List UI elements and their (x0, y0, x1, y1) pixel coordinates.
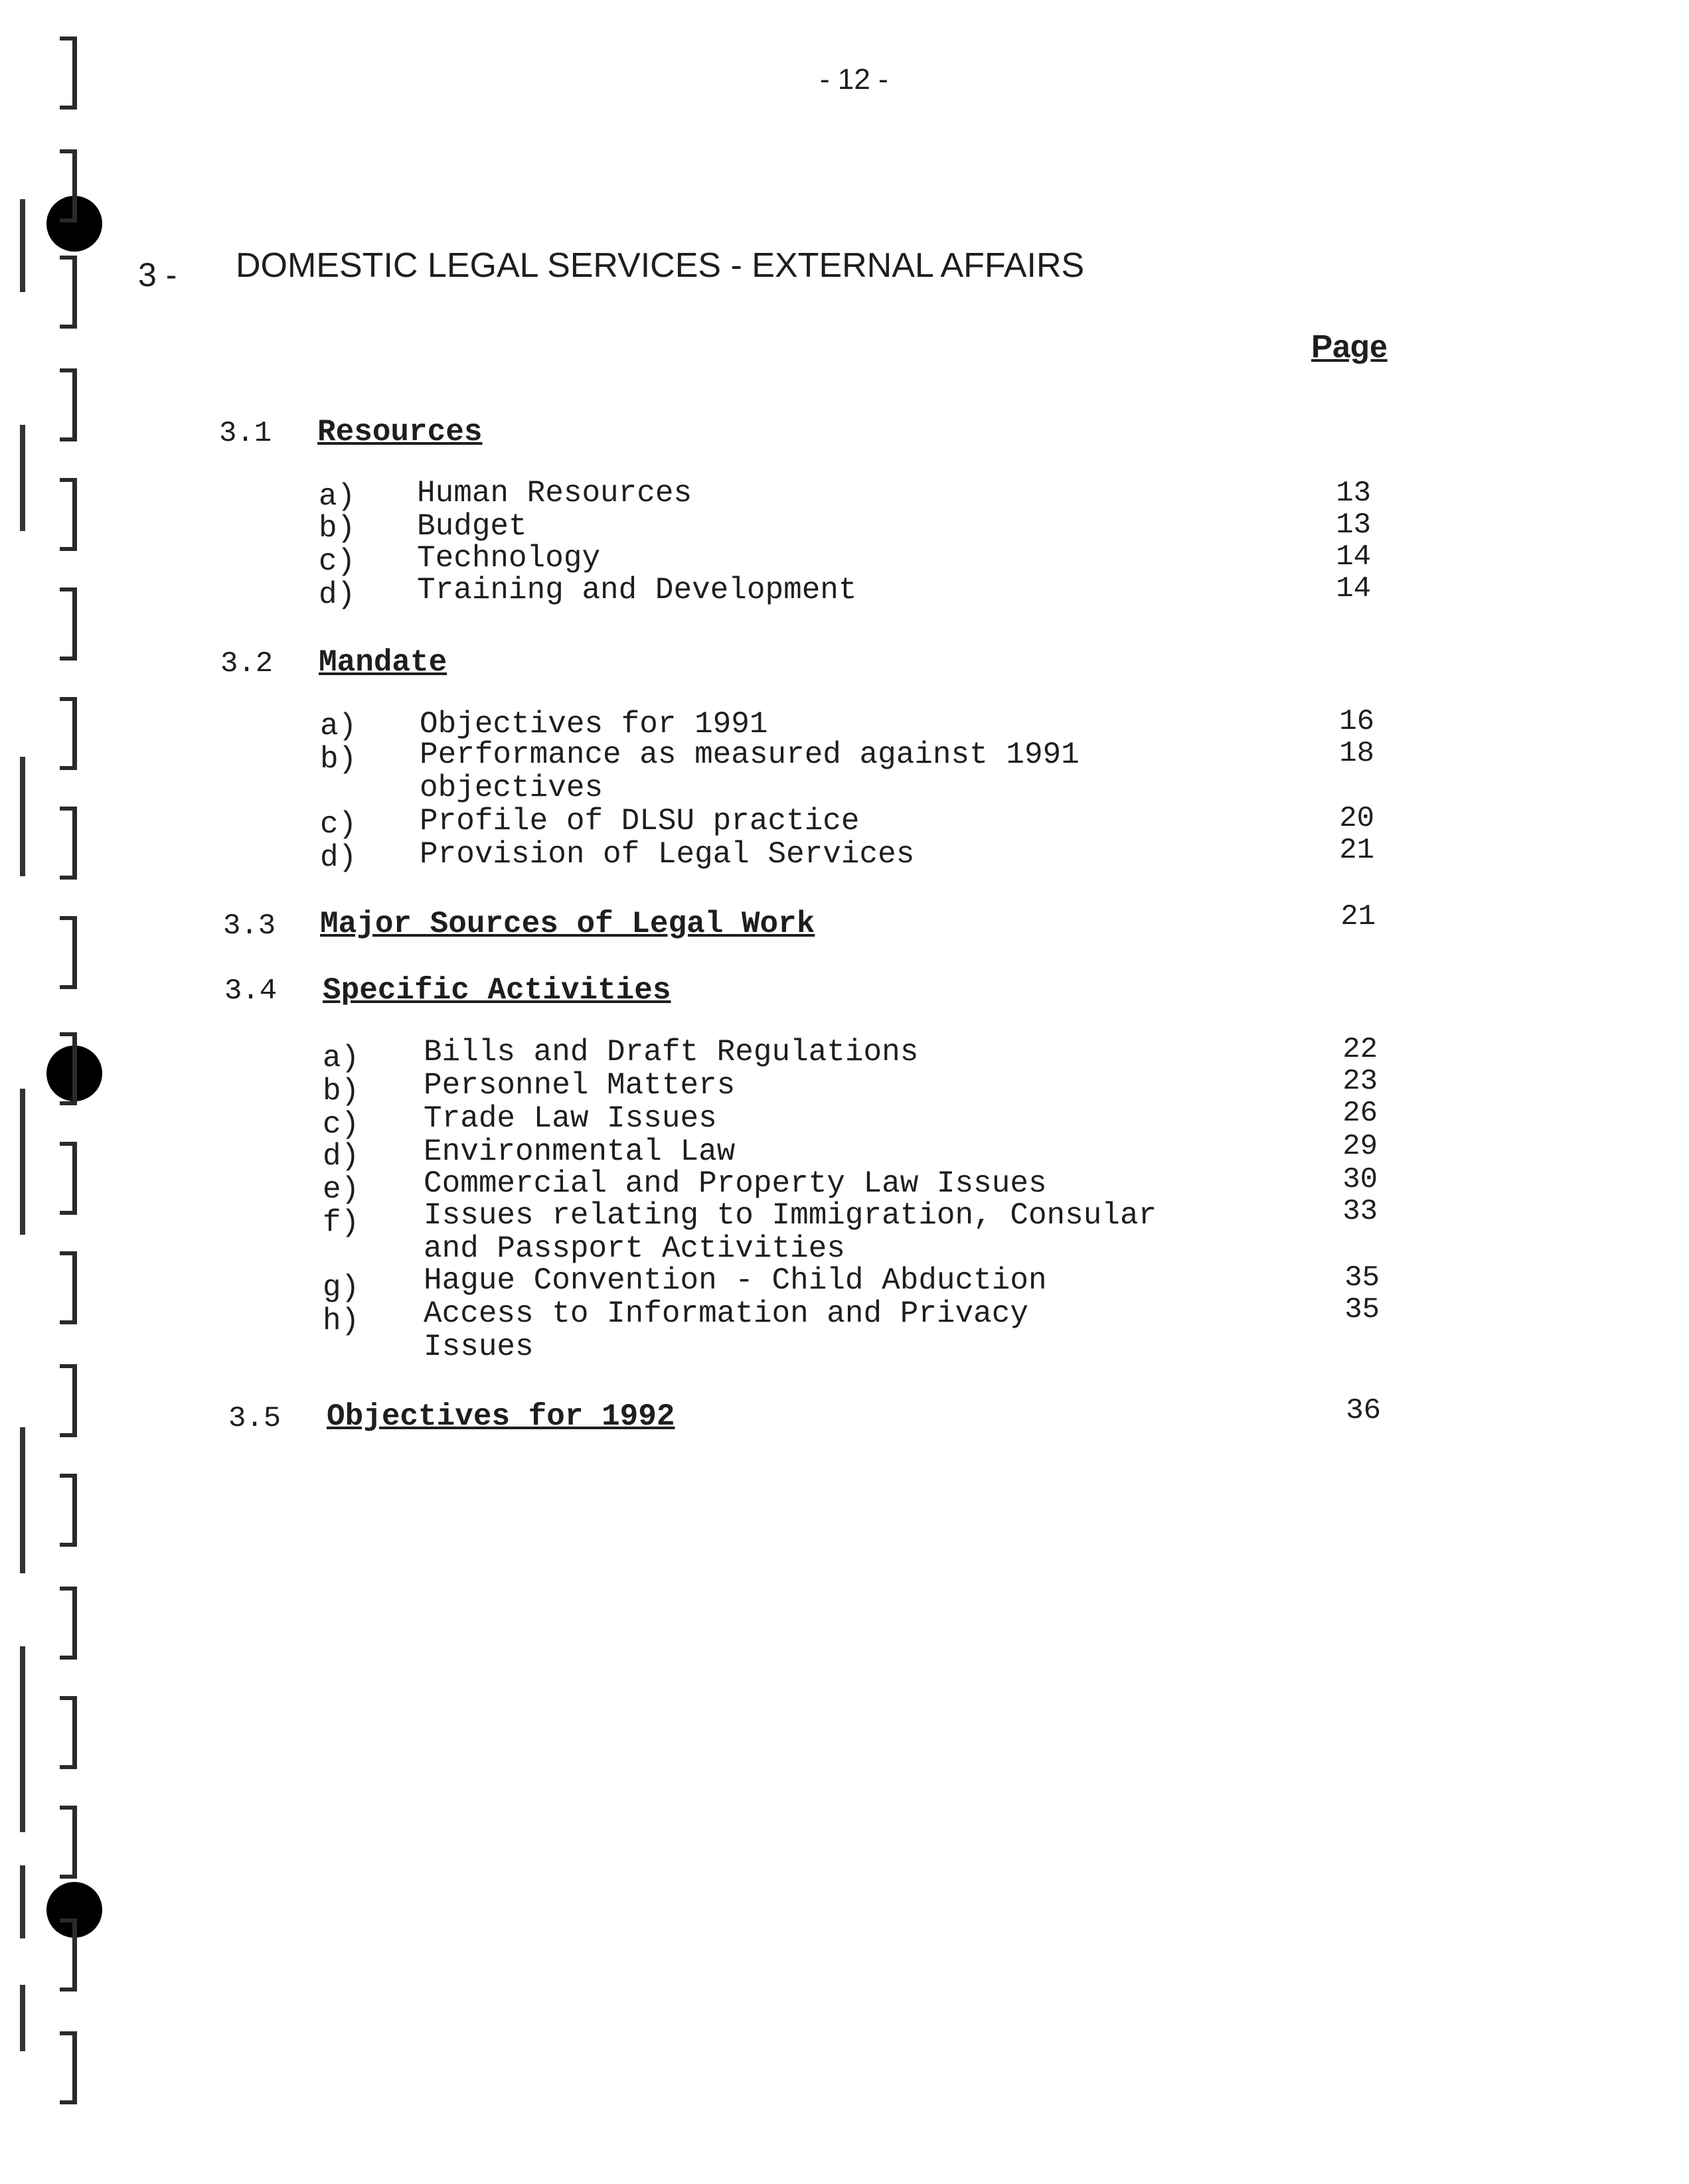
toc-item-continued: objectives (420, 771, 603, 805)
toc-item: Personnel Matters (424, 1068, 736, 1103)
toc-item: Performance as measured against 1991 (420, 738, 1080, 772)
item-page: 22 (1342, 1033, 1378, 1066)
binding-mark (60, 916, 77, 989)
section-number: 3.2 (220, 647, 274, 680)
item-page: 35 (1344, 1261, 1380, 1294)
toc-item: Training and Development (417, 573, 857, 607)
item-page: 20 (1339, 802, 1374, 835)
toc-item: Commercial and Property Law Issues (424, 1166, 1047, 1201)
item-page: 18 (1339, 737, 1374, 770)
binding-edge-line (20, 1865, 25, 1938)
binding-mark (60, 1364, 77, 1437)
binding-mark (60, 1032, 77, 1105)
binding-mark (60, 1474, 77, 1547)
binding-edge-line (20, 425, 25, 531)
binding-edge-line (20, 757, 25, 876)
section-number: 3.4 (224, 975, 278, 1008)
item-letter: a) (320, 709, 357, 743)
item-letter: h) (323, 1304, 360, 1338)
item-letter: b) (323, 1074, 360, 1109)
binding-edge-line (20, 1089, 25, 1235)
toc-item: Provision of Legal Services (420, 837, 915, 872)
binding-mark (60, 478, 77, 551)
item-letter: g) (323, 1271, 360, 1305)
item-page: 21 (1340, 900, 1376, 933)
section-number: 3.1 (219, 417, 272, 450)
binding-edge-line (20, 1985, 25, 2051)
item-page: 35 (1344, 1293, 1380, 1326)
binding-mark (60, 1142, 77, 1215)
item-letter: b) (320, 742, 357, 777)
toc-item-continued: and Passport Activities (424, 1231, 845, 1266)
item-letter: c) (320, 807, 357, 842)
item-page: 14 (1336, 572, 1371, 605)
item-letter: b) (319, 511, 356, 546)
chapter-number: 3 - (138, 256, 177, 293)
toc-item: Access to Information and Privacy (424, 1296, 1028, 1331)
binding-mark (60, 587, 77, 661)
binding-mark (60, 1251, 77, 1324)
toc-item: Technology (417, 541, 601, 576)
binding-mark (60, 256, 77, 329)
binder-margin (0, 0, 93, 2184)
item-page: 14 (1336, 540, 1371, 574)
section-number: 3.3 (223, 909, 276, 943)
binding-mark (60, 368, 77, 441)
binding-mark (60, 1696, 77, 1769)
section-title: Resources (317, 415, 483, 449)
binding-mark (60, 2031, 77, 2104)
section-title: Mandate (319, 645, 447, 680)
item-page: 29 (1342, 1130, 1378, 1163)
item-letter: d) (319, 578, 356, 612)
toc-item: Profile of DLSU practice (420, 804, 860, 838)
toc-item: Objectives for 1991 (420, 707, 768, 741)
binding-mark (60, 1806, 77, 1879)
toc-item: Issues relating to Immigration, Consular (424, 1198, 1157, 1233)
item-page: 33 (1342, 1195, 1378, 1228)
page-column-header: Page (1311, 329, 1388, 364)
item-page: 13 (1336, 508, 1371, 542)
binding-edge-line (20, 199, 25, 292)
toc-item: Human Resources (417, 476, 692, 510)
toc-item: Budget (417, 509, 527, 544)
item-letter: c) (319, 544, 356, 579)
item-letter: e) (323, 1172, 360, 1207)
binding-mark (60, 1587, 77, 1660)
toc-item: Environmental Law (424, 1134, 736, 1169)
item-page: 36 (1346, 1394, 1381, 1427)
toc-item: Hague Convention - Child Abduction (424, 1263, 1047, 1298)
page-number: - 12 - (820, 63, 888, 96)
item-page: 26 (1342, 1097, 1378, 1130)
binding-mark (60, 149, 77, 222)
chapter-title: DOMESTIC LEGAL SERVICES - EXTERNAL AFFAIRS (236, 246, 1085, 285)
item-letter: d) (323, 1139, 360, 1174)
section-title: Major Sources of Legal Work (320, 907, 815, 941)
binding-mark (60, 1918, 77, 1991)
item-letter: d) (320, 840, 357, 875)
toc-item: Trade Law Issues (424, 1101, 717, 1136)
binding-edge-line (20, 1646, 25, 1832)
section-title: Objectives for 1992 (327, 1399, 675, 1434)
item-page: 30 (1342, 1163, 1378, 1196)
binding-mark (60, 37, 77, 110)
toc-item-continued: Issues (424, 1330, 534, 1364)
binding-mark (60, 697, 77, 770)
item-page: 16 (1339, 705, 1374, 738)
binding-mark (60, 807, 77, 880)
section-number: 3.5 (228, 1402, 282, 1435)
item-letter: a) (323, 1041, 360, 1075)
section-title: Specific Activities (323, 973, 671, 1008)
item-letter: c) (323, 1107, 360, 1142)
item-page: 21 (1339, 834, 1374, 867)
binding-edge-line (20, 1427, 25, 1573)
toc-item: Bills and Draft Regulations (424, 1035, 919, 1069)
item-page: 23 (1342, 1065, 1378, 1098)
item-letter: a) (319, 479, 356, 514)
item-letter: f) (323, 1206, 360, 1240)
item-page: 13 (1336, 477, 1371, 510)
